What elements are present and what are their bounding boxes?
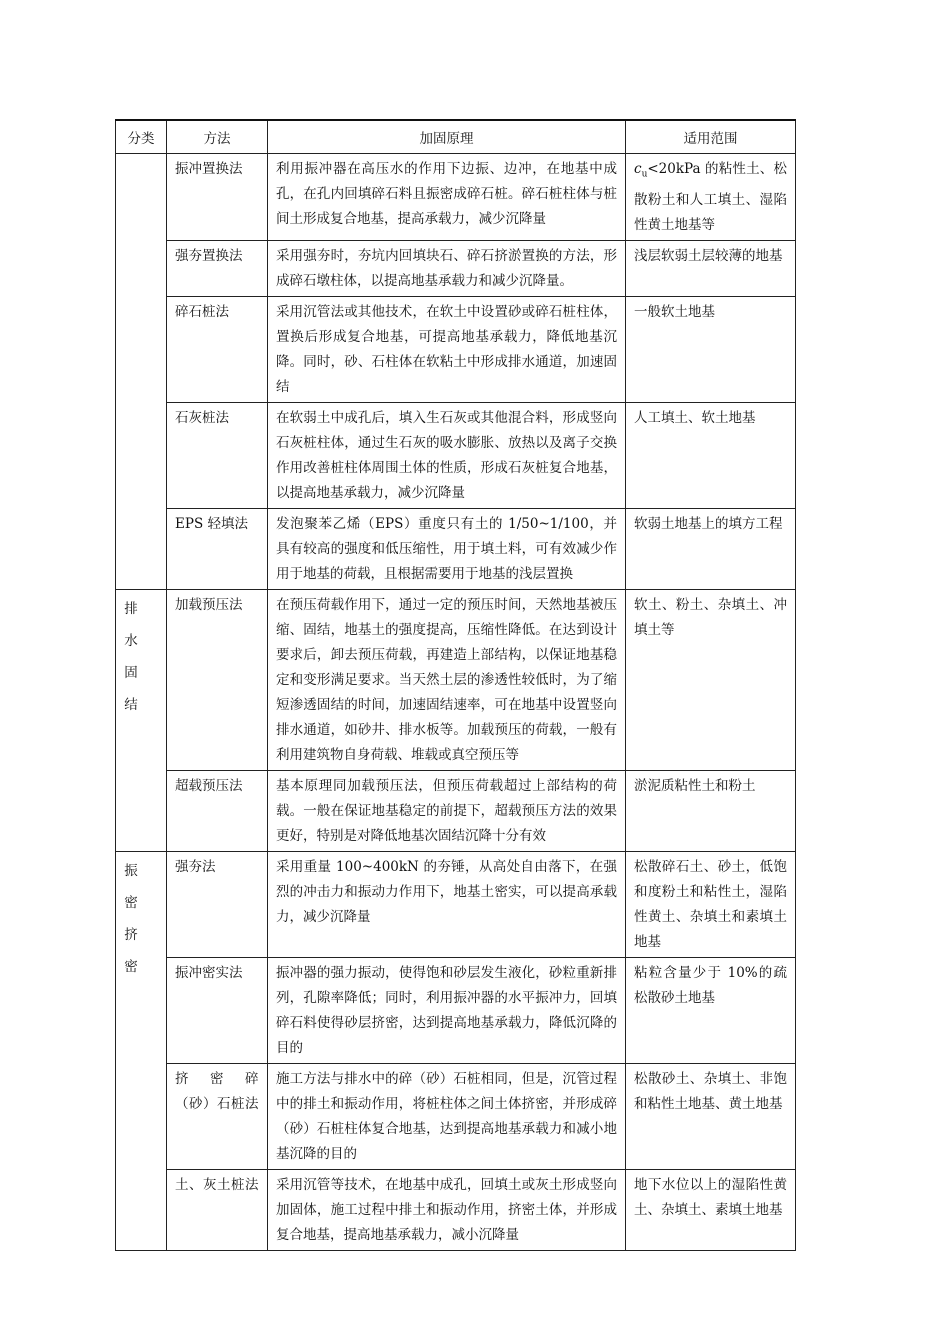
category-cell	[116, 589, 167, 851]
table-header-row	[116, 120, 796, 154]
principle-cell: 采用沉管法或其他技术，在软土中设置砂或碎石桩柱体，置换后形成复合地基，可提高地基承载力，降低地基沉降。同时，砂、石柱体在软粘土中形成排水通道，加速固结	[268, 296, 626, 402]
category-label: 振密挤密	[124, 862, 138, 975]
header-principle: 加固原理	[268, 120, 626, 154]
category-cell	[116, 154, 167, 590]
table-row	[116, 770, 796, 851]
principle-cell: 采用强夯时，夯坑内回填块石、碎石挤淤置换的方法，形成碎石墩柱体，以提高地基承载力和减少沉降量。	[268, 240, 626, 296]
header-method: 方法	[167, 120, 268, 154]
category-label: 排水固结	[124, 600, 138, 713]
principle-cell: 采用重量 100~400kN 的夯锤，从高处自由落下，在强烈的冲击力和振动力作用下，地基土密实，可以提高承载力，减少沉降量	[268, 851, 626, 957]
method-cell: 强夯法	[167, 851, 268, 957]
method-cell: 土、灰土桩法	[167, 1169, 268, 1250]
principle-cell: 施工方法与排水中的碎（砂）石桩相同，但是，沉管过程中的排土和振动作用，将桩柱体之间土体挤密，并形成碎（砂）石桩柱体复合地基，达到提高地基承载力和减小地基沉降的目的	[268, 1063, 626, 1169]
principle-cell: 利用振冲器在高压水的作用下边振、边冲，在地基中成孔，在孔内回填碎石料且振密成碎石桩。碎石桩柱体与桩间土形成复合地基，提高承载力，减少沉降量	[268, 154, 626, 241]
header-category: 分类	[116, 120, 167, 154]
table-row	[116, 240, 796, 296]
range-cell: 粘粒含量少于 10%的疏松散砂土地基	[626, 957, 796, 1063]
principle-cell: 在软弱土中成孔后，填入生石灰或其他混合料，形成竖向石灰桩柱体，通过生石灰的吸水膨胀、放热以及离子交换作用改善桩柱体周围土体的性质，形成石灰桩复合地基，以提高地基承载力，减少沉降量	[268, 402, 626, 508]
table-row	[116, 851, 796, 957]
method-cell: 超载预压法	[167, 770, 268, 851]
ground-improvement-table	[115, 119, 796, 1251]
method-cell: 碎石桩法	[167, 296, 268, 402]
range-cell: 软土、粉土、杂填土、冲填土等	[626, 589, 796, 770]
range-symbol: c	[634, 161, 642, 177]
method-cell: 振冲置换法	[167, 154, 268, 241]
range-symbol-subscript: u	[641, 169, 648, 180]
range-cell	[626, 154, 796, 241]
table-row	[116, 1063, 796, 1169]
method-cell: 加载预压法	[167, 589, 268, 770]
table-row	[116, 589, 796, 770]
method-cell: 挤 密 碎（砂）石桩法	[167, 1063, 268, 1169]
table-row	[116, 402, 796, 508]
method-cell: 振冲密实法	[167, 957, 268, 1063]
range-cell: 松散碎石土、砂土，低饱和度粉土和粘性土，湿陷性黄土、杂填土和素填土地基	[626, 851, 796, 957]
category-cell	[116, 851, 167, 1250]
method-cell: EPS 轻填法	[167, 508, 268, 589]
range-cell: 淤泥质粘性土和粉土	[626, 770, 796, 851]
method-cell: 石灰桩法	[167, 402, 268, 508]
range-text: <20kPa 的粘性土、松散粉土和人工填土、湿陷性黄土地基等	[634, 161, 787, 233]
principle-cell: 发泡聚苯乙烯（EPS）重度只有土的 1/50~1/100，并具有较高的强度和低压缩性，用于填土料，可有效减少作用于地基的荷载，且根据需要用于地基的浅层置换	[268, 508, 626, 589]
table-row	[116, 154, 796, 241]
table-row	[116, 1169, 796, 1250]
method-cell: 强夯置换法	[167, 240, 268, 296]
table-row	[116, 508, 796, 589]
range-cell: 地下水位以上的湿陷性黄土、杂填土、素填土地基	[626, 1169, 796, 1250]
principle-cell: 基本原理同加载预压法，但预压荷载超过上部结构的荷载。一般在保证地基稳定的前提下，超载预压方法的效果更好，特别是对降低地基次固结沉降十分有效	[268, 770, 626, 851]
table-row	[116, 296, 796, 402]
range-cell: 软弱土地基上的填方工程	[626, 508, 796, 589]
range-cell: 一般软土地基	[626, 296, 796, 402]
principle-cell: 采用沉管等技术，在地基中成孔，回填土或灰土形成竖向加固体，施工过程中排土和振动作用，挤密土体，并形成复合地基，提高地基承载力，减小沉降量	[268, 1169, 626, 1250]
range-cell: 松散砂土、杂填土、非饱和粘性土地基、黄土地基	[626, 1063, 796, 1169]
table-row	[116, 957, 796, 1063]
header-range: 适用范围	[626, 120, 796, 154]
range-cell: 人工填土、软土地基	[626, 402, 796, 508]
principle-cell: 振冲器的强力振动，使得饱和砂层发生液化，砂粒重新排列，孔隙率降低；同时，利用振冲器的水平振冲力，回填碎石料使得砂层挤密，达到提高地基承载力，降低沉降的目的	[268, 957, 626, 1063]
principle-cell: 在预压荷载作用下，通过一定的预压时间，天然地基被压缩、固结，地基土的强度提高，压缩性降低。在达到设计要求后，卸去预压荷载，再建造上部结构，以保证地基稳定和变形满足要求。当天然土层的渗透性较低时，为了缩短渗透固结的时间，加速固结速率，可在地基中设置竖向排水通道，如砂井、排水板等。加载预压的荷载，一般有利用建筑物自身荷载、堆载或真空预压等	[268, 589, 626, 770]
range-cell: 浅层软弱土层较薄的地基	[626, 240, 796, 296]
